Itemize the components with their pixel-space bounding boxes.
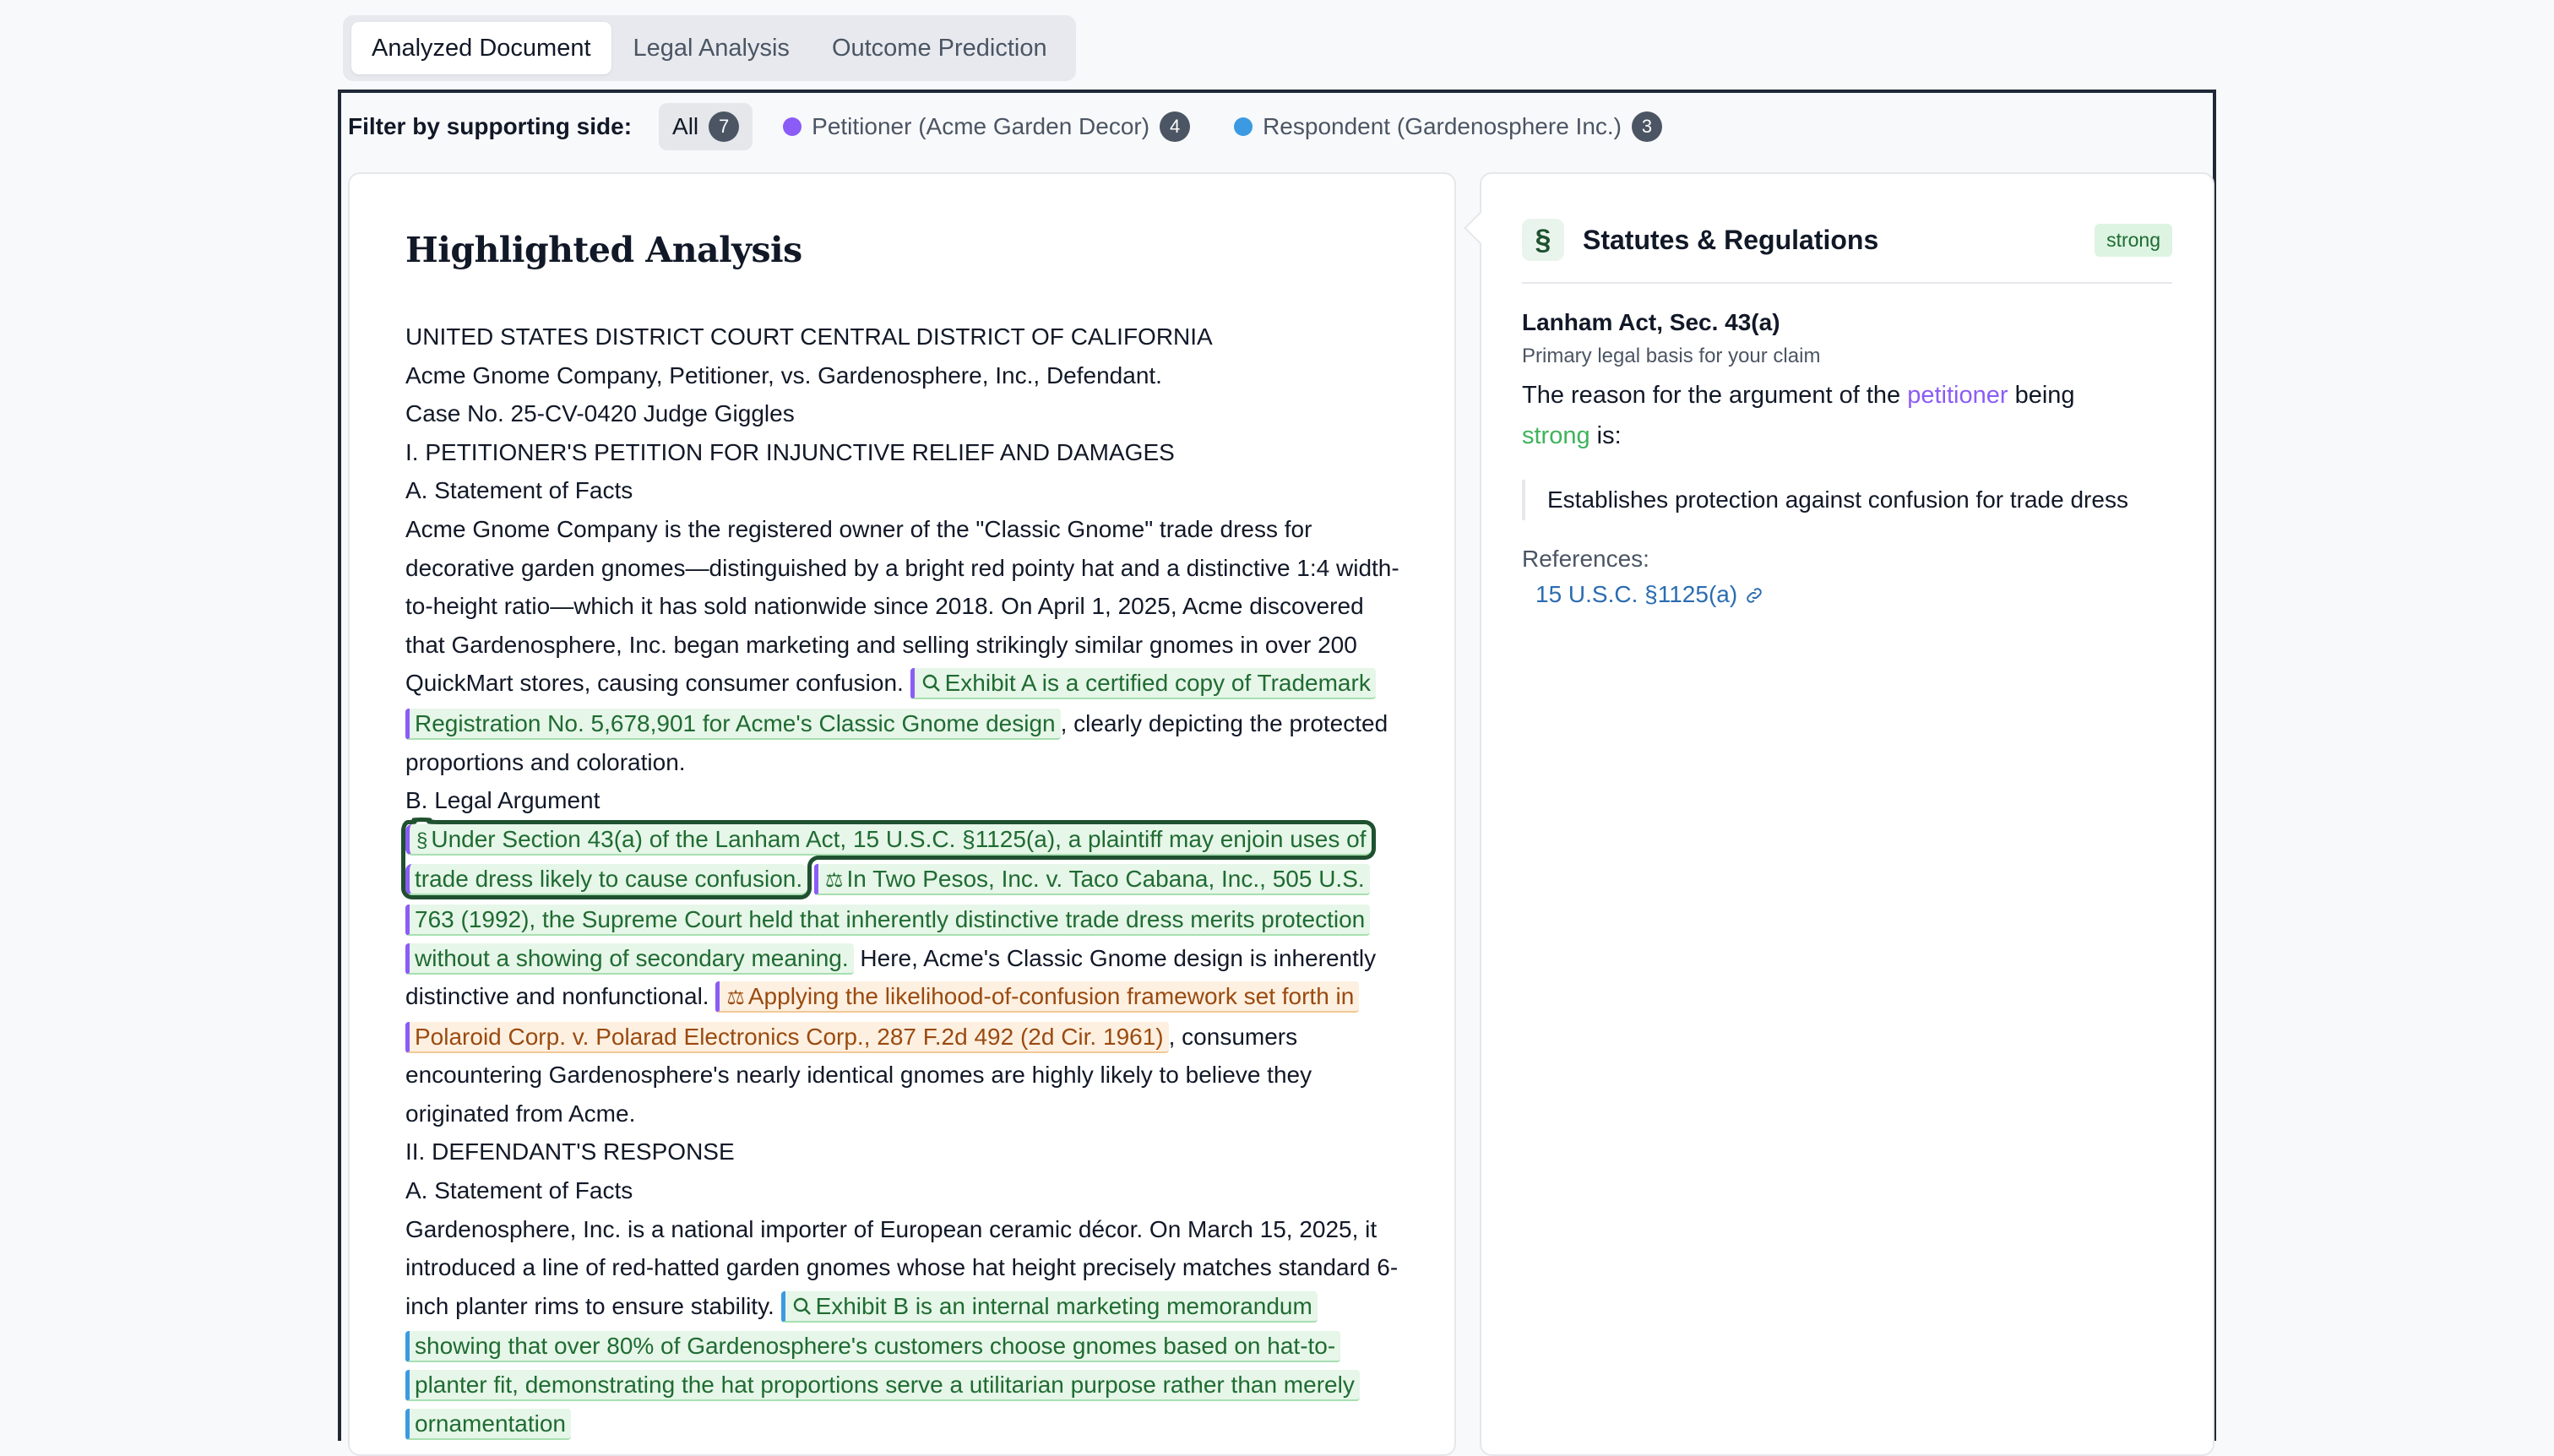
side-filter <box>348 101 1693 152</box>
reason-side: petitioner <box>1907 382 2008 409</box>
reference-link-text: 15 U.S.C. §1125(a) <box>1535 581 1738 607</box>
tab-outcome-prediction[interactable]: Outcome Prediction <box>831 34 1047 62</box>
view-tabs <box>343 15 1076 81</box>
references-label: References: <box>1522 546 1649 572</box>
doc-heading: I. PETITIONER'S PETITION FOR INJUNCTIVE RELIEF AND DAMAGES <box>405 438 1175 465</box>
doc-text: Acme Gnome Company is the registered owner of the "Classic Gnome" trade dress for decorative garden gnomes—distinguished by a bright red pointy hat and a distinctive 1:4 width-to-height ratio—which it has sold nationwide since 2018. On April 1, 2025, Acme discovered that Gardenosphere, Inc. began marketing and selling strikingly similar gnomes in over 200 QuickMart stores, causing consumer confusion. <box>405 515 1399 697</box>
section-icon: § <box>416 829 428 852</box>
reason-prefix: The reason for the argument of the <box>1522 382 1908 409</box>
doc-paragraph <box>405 820 1402 1133</box>
filter-chip-label: Respondent (Gardenosphere Inc.) <box>1263 113 1622 139</box>
card-title: Highlighted Analysis <box>405 230 802 270</box>
panel-header <box>1522 213 2172 284</box>
highlight-text: In Two Pesos, Inc. v. Taco Cabana, Inc., 505 U.S. 763 (1992), the Supreme Court held that inherently distinctive trade dress merits protection without a showing of secondary meaning. <box>415 866 1366 971</box>
magnifier-icon <box>921 666 942 704</box>
highlight-text: Applying the likelihood-of-confusion framework set forth in Polaroid Corp. v. Polarad Electronics Corp., 287 F.2d 492 (2d Cir. 1961) <box>415 983 1355 1050</box>
filter-chip-respondent[interactable] <box>1220 103 1676 150</box>
magnifier-icon <box>792 1289 812 1328</box>
highlight-text: Under Section 43(a) of the Lanham Act, 15 U.S.C. §1125(a), a plaintiff may enjoin uses of trade dress likely to cause confusion. <box>415 825 1367 893</box>
count-badge: 7 <box>709 111 739 142</box>
scales-icon: ⚖ <box>726 986 745 1010</box>
reason-quote: Establishes protection against confusion for trade dress <box>1522 480 2172 520</box>
law-name: Lanham Act, Sec. 43(a) <box>1522 309 1780 335</box>
strength-badge: strong <box>2095 224 2172 257</box>
doc-heading: B. Legal Argument <box>405 787 600 814</box>
doc-text: , clearly depicting the protected proportions and coloration. <box>405 709 1388 775</box>
doc-line: Case No. 25-CV-0420 Judge Giggles <box>405 400 795 427</box>
reason-strength: strong <box>1522 422 1590 449</box>
statute-detail-panel <box>1480 172 2214 1456</box>
doc-line: Acme Gnome Company, Petitioner, vs. Gardenosphere, Inc., Defendant. <box>405 361 1162 388</box>
filter-chip-petitioner[interactable] <box>769 103 1204 150</box>
doc-text: Gardenosphere, Inc. is a national importer of European ceramic décor. On March 15, 2025, it introduced a line of red-hatted garden gnomes whose hat height precisely matches standard 6-inch planter rims to ensure stability. <box>405 1215 1399 1319</box>
filter-label: Filter by supporting side: <box>348 113 633 139</box>
reference-link[interactable] <box>1535 581 2172 608</box>
tab-legal-analysis[interactable]: Legal Analysis <box>633 34 790 62</box>
highlight-text: Exhibit A is a certified copy of Trademark Registration No. 5,678,901 for Acme's Classic Gnome design <box>415 670 1371 736</box>
doc-line: UNITED STATES DISTRICT COURT CENTRAL DISTRICT OF CALIFORNIA <box>405 323 1213 350</box>
document-text <box>405 318 1402 1442</box>
reason-text <box>1522 375 2172 456</box>
panel-body <box>1522 309 2172 608</box>
doc-paragraph <box>405 1210 1402 1443</box>
petitioner-dot-icon <box>783 117 802 136</box>
link-icon <box>1744 581 1764 607</box>
tab-analyzed-document[interactable]: Analyzed Document <box>351 22 611 74</box>
doc-paragraph <box>405 510 1402 781</box>
panel-title: Statutes & Regulations <box>1583 224 1879 255</box>
highlight-text: Exhibit B is an internal marketing memorandum showing that over 80% of Gardenosphere's customers choose gnomes based on hat-to-planter fit, demonstrating the hat proportions serve a utilitarian purpose rather than merely ornamentation <box>415 1292 1355 1437</box>
doc-text: , consumers encountering Gardenosphere's nearly identical gnomes are highly likely to believe they originated from Acme. <box>405 1023 1312 1127</box>
scales-icon: ⚖ <box>824 869 844 893</box>
doc-heading: A. Statement of Facts <box>405 477 633 504</box>
respondent-dot-icon <box>1234 117 1253 136</box>
reason-mid: being <box>2008 382 2075 409</box>
count-badge: 4 <box>1160 111 1190 142</box>
doc-heading: A. Statement of Facts <box>405 1177 633 1204</box>
law-subtitle: Primary legal basis for your claim <box>1522 345 1821 367</box>
analysis-frame <box>338 90 2216 1441</box>
panel-pointer <box>1464 211 1497 245</box>
section-icon: § <box>1522 219 1564 261</box>
filter-chip-label: All <box>672 113 699 139</box>
doc-heading: II. DEFENDANT'S RESPONSE <box>405 1138 735 1165</box>
reason-suffix: is: <box>1589 422 1622 449</box>
doc-text: Here, Acme's Classic Gnome design is inherently distinctive and nonfunctional. <box>405 944 1377 1010</box>
filter-chip-all[interactable] <box>659 103 753 150</box>
highlighted-analysis-card <box>348 172 1456 1456</box>
count-badge: 3 <box>1632 111 1662 142</box>
filter-chip-label: Petitioner (Acme Garden Decor) <box>812 113 1150 139</box>
